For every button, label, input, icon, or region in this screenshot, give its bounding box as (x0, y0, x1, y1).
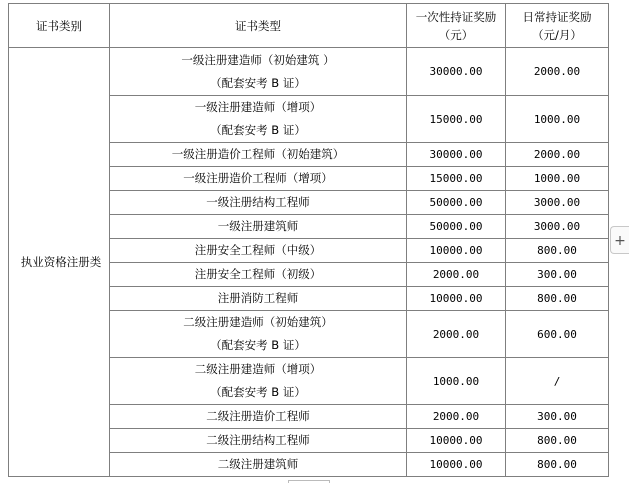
one-time-reward-cell: 50000.00 (407, 215, 506, 239)
cert-type-cell (110, 96, 407, 143)
cert-type-cell (110, 429, 407, 453)
daily-reward-cell: 300.00 (506, 263, 609, 287)
daily-reward-cell: 600.00 (506, 311, 609, 358)
cert-type-line1: 一级注册建筑师 (217, 219, 299, 233)
daily-reward-cell: 800.00 (506, 239, 609, 263)
header-one-time-line1: 一次性持证奖励 (415, 9, 497, 24)
cert-type-cell (110, 263, 407, 287)
one-time-reward-cell: 1000.00 (407, 358, 506, 405)
daily-reward-cell: 2000.00 (506, 48, 609, 96)
cert-type-cell (110, 239, 407, 263)
daily-reward-cell: 800.00 (506, 429, 609, 453)
cert-type-cell (110, 405, 407, 429)
daily-reward-cell: 800.00 (506, 453, 609, 477)
daily-reward-cell: 1000.00 (506, 96, 609, 143)
cert-type-line1: 二级注册建筑师 (217, 457, 299, 471)
cert-type-cell (110, 167, 407, 191)
category-cell: 执业资格注册类 (9, 48, 110, 477)
one-time-reward-cell: 2000.00 (407, 405, 506, 429)
one-time-reward-cell: 15000.00 (407, 96, 506, 143)
cert-type-line1: 注册消防工程师 (217, 291, 299, 305)
one-time-reward-cell: 10000.00 (407, 239, 506, 263)
cert-type-line1: 一级注册建造师（初始建筑 ） (181, 52, 335, 67)
cert-type-line2: （配套安考 B 证） (210, 385, 306, 399)
cert-type-line1: 二级注册造价工程师 (206, 409, 310, 423)
one-time-reward-cell: 10000.00 (407, 287, 506, 311)
cert-type-line1: 一级注册建造师（增项） (194, 100, 322, 114)
header-daily-line1: 日常持证奖励 (522, 9, 592, 24)
one-time-reward-cell: 10000.00 (407, 429, 506, 453)
certificate-reward-table (8, 3, 609, 477)
cert-type-cell (110, 358, 407, 405)
daily-reward-cell: 1000.00 (506, 167, 609, 191)
one-time-reward-cell: 30000.00 (407, 48, 506, 96)
cert-type-line2: （配套安考 B 证） (210, 123, 306, 137)
table-row (9, 48, 609, 96)
daily-reward-cell: 3000.00 (506, 215, 609, 239)
cert-type-cell (110, 191, 407, 215)
daily-reward-cell: / (506, 358, 609, 405)
header-daily-reward (506, 4, 609, 48)
cert-type-cell (110, 453, 407, 477)
daily-reward-cell: 300.00 (506, 405, 609, 429)
table-body (9, 48, 609, 477)
daily-reward-cell: 3000.00 (506, 191, 609, 215)
cert-type-cell (110, 311, 407, 358)
cert-type-line2: （配套安考 B 证） (210, 75, 306, 90)
cert-type-line1: 二级注册建造师（初始建筑） (183, 315, 333, 329)
header-category: 证书类别 (9, 4, 110, 48)
cert-type-line1: 注册安全工程师（初级） (194, 267, 322, 281)
cert-type-line1: 二级注册建造师（增项） (194, 362, 322, 376)
daily-reward-cell: 2000.00 (506, 143, 609, 167)
cert-type-line1: 注册安全工程师（中级） (194, 243, 322, 257)
one-time-reward-cell: 30000.00 (407, 143, 506, 167)
expand-button[interactable]: + (610, 226, 629, 254)
daily-reward-cell: 800.00 (506, 287, 609, 311)
cert-type-cell (110, 215, 407, 239)
cert-type-line2: （配套安考 B 证） (210, 338, 306, 352)
one-time-reward-cell: 15000.00 (407, 167, 506, 191)
cert-type-cell (110, 287, 407, 311)
cert-type-line1: 二级注册结构工程师 (206, 433, 310, 447)
header-daily-line2: （元/月） (532, 27, 582, 42)
cert-type-line1: 一级注册造价工程师（增项） (183, 171, 333, 185)
cert-type-line1: 一级注册造价工程师（初始建筑） (171, 147, 345, 161)
one-time-reward-cell: 10000.00 (407, 453, 506, 477)
cert-type-line1: 一级注册结构工程师 (206, 195, 310, 209)
header-one-time-line2: （元） (438, 27, 474, 42)
header-type: 证书类型 (110, 4, 407, 48)
one-time-reward-cell: 50000.00 (407, 191, 506, 215)
one-time-reward-cell: 2000.00 (407, 263, 506, 287)
header-one-time-reward (407, 4, 506, 48)
cert-type-cell (110, 143, 407, 167)
cert-type-cell (110, 48, 407, 96)
table-header-row (9, 4, 609, 48)
one-time-reward-cell: 2000.00 (407, 311, 506, 358)
